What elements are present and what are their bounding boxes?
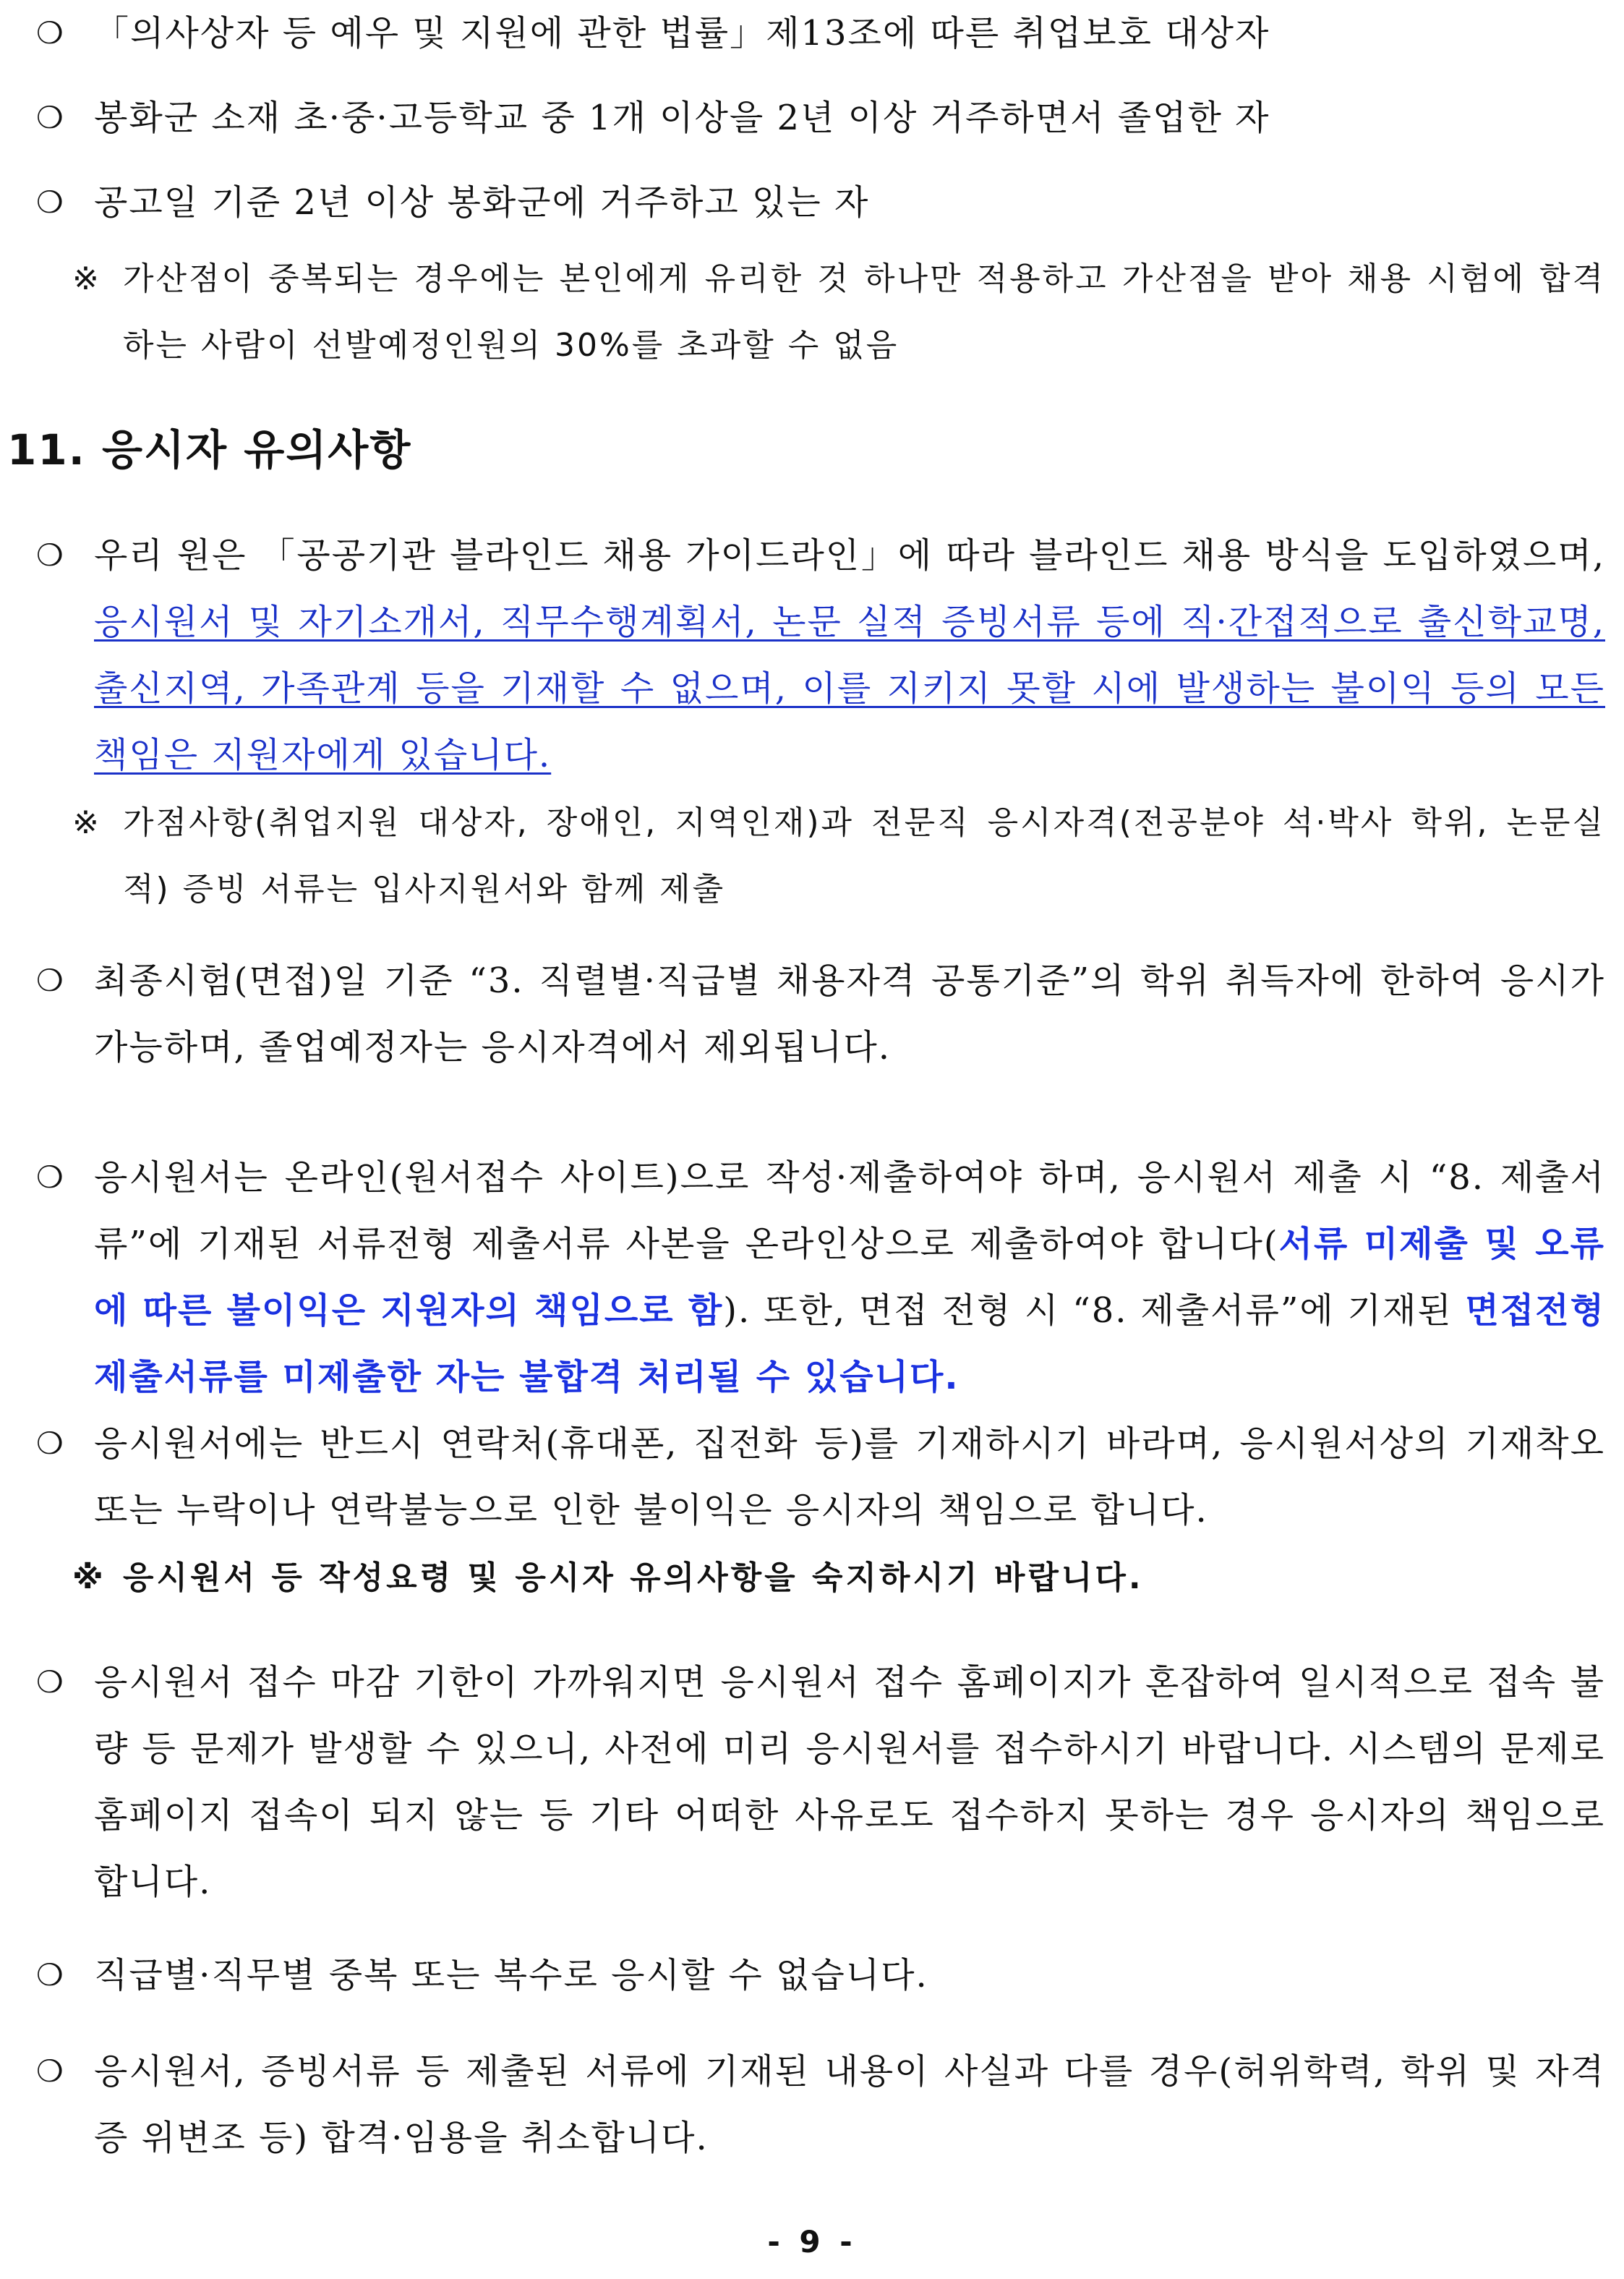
reference-mark-icon: ※: [72, 260, 99, 297]
bullet-icon: ❍: [36, 15, 64, 51]
bullet-icon: ❍: [36, 537, 64, 573]
bullet-icon: ❍: [36, 1664, 64, 1700]
bullet-icon: ❍: [36, 963, 64, 998]
duplicate-text: 직급별·직무별 중복 또는 복수로 응시할 수 없습니다.: [94, 1955, 928, 1995]
application-text: [94, 1144, 1605, 1410]
section-number: 11.: [7, 425, 86, 474]
bullet-icon: ❍: [36, 1957, 64, 1993]
section-heading: [7, 416, 411, 477]
blind-hiring-lead: 우리 원은 「공공기관 블라인드 채용 가이드라인」에 따라 블라인드 채용 방식을 도입하였으며,: [94, 535, 1605, 576]
reference-mark-icon: ※: [72, 1559, 106, 1596]
list-item-text: 「의사상자 등 예우 및 지원에 관한 법률」제13조에 따른 취업보호 대상자: [94, 13, 1270, 54]
bullet-icon: ❍: [36, 100, 64, 135]
false-info-text: 응시원서, 증빙서류 등 제출된 서류에 기재된 내용이 사실과 다를 경우(허위학력, 학위 및 자격증 위변조 등) 합격·임용을 취소합니다.: [94, 2051, 1605, 2158]
bullet-icon: ❍: [36, 1159, 64, 1195]
final-exam-text: 최종시험(면접)일 기준 “3. 직렬별·직급별 채용자격 공통기준”의 학위 취득자에 한하여 응시가 가능하며, 졸업예정자는 응시자격에서 제외됩니다.: [94, 960, 1605, 1068]
familiarize-note-text: 응시원서 등 작성요령 및 응시자 유의사항을 숙지하시기 바랍니다.: [123, 1559, 1144, 1596]
documents-note-text: 가점사항(취업지원 대상자, 장애인, 지역인재)과 전문직 응시자격(전공분야 석·박사 학위, 논문실적) 증빙 서류는 입사지원서와 함께 제출: [123, 804, 1605, 908]
blind-hiring-text: [94, 522, 1605, 788]
deadline-text: 응시원서 접수 마감 기한이 가까워지면 응시원서 접수 홈페이지가 혼잡하여 일시적으로 접속 불량 등 문제가 발생할 수 있으니, 사전에 미리 응시원서를 접수하시기 바랍니다. 시스템의 문제로 홈페이지 접속이 되지 않는 등 기타 어떠한 사유로도 접수하지 못하는 경우 응시자의 책임으로 합니다.: [94, 1662, 1605, 1902]
bullet-icon: ❍: [36, 1426, 64, 1461]
page-number: - 9 -: [767, 2224, 857, 2259]
application-emphasis-2: 면접전형 제출서류를 미제출한 자는 불합격 처리될 수 있습니다.: [94, 1290, 1605, 1397]
list-item-text: 봉화군 소재 초·중·고등학교 중 1개 이상을 2년 이상 거주하면서 졸업한 자: [94, 98, 1270, 138]
section-title: 응시자 유의사항: [101, 425, 412, 474]
list-item-text: 공고일 기준 2년 이상 봉화군에 거주하고 있는 자: [94, 182, 870, 223]
application-part2: ). 또한, 면접 전형 시 “8. 제출서류”에 기재된: [723, 1290, 1466, 1331]
application-emphasis-1: 서류 미제출 및 오류에 따른 불이익은 지원자의 책임으로 함: [94, 1224, 1605, 1331]
blind-hiring-warning: 응시원서 및 자기소개서, 직무수행계획서, 논문 실적 증빙서류 등에 직·간접적으로 출신학교명, 출신지역, 가족관계 등을 기재할 수 없으며, 이를 지키지 못할 시에 발생하는 불이익 등의 모든 책임은 지원자에게 있습니다.: [94, 602, 1605, 775]
bullet-icon: ❍: [36, 2053, 64, 2089]
application-part1: 응시원서는 온라인(원서접수 사이트)으로 작성·제출하여야 하며, 응시원서 제출 시 “8. 제출서류”에 기재된 서류전형 제출서류 사본을 온라인상으로 제출하여야 합니다(: [94, 1157, 1605, 1264]
bullet-icon: ❍: [36, 184, 64, 220]
bonus-note-text: 가산점이 중복되는 경우에는 본인에게 유리한 것 하나만 적용하고 가산점을 받아 채용 시험에 합격하는 사람이 선발예정인원의 30%를 초과할 수 없음: [123, 260, 1605, 364]
reference-mark-icon: ※: [72, 804, 99, 841]
contact-text: 응시원서에는 반드시 연락처(휴대폰, 집전화 등)를 기재하시기 바라며, 응시원서상의 기재착오 또는 누락이나 연락불능으로 인한 불이익은 응시자의 책임으로 합니다.: [94, 1423, 1605, 1530]
